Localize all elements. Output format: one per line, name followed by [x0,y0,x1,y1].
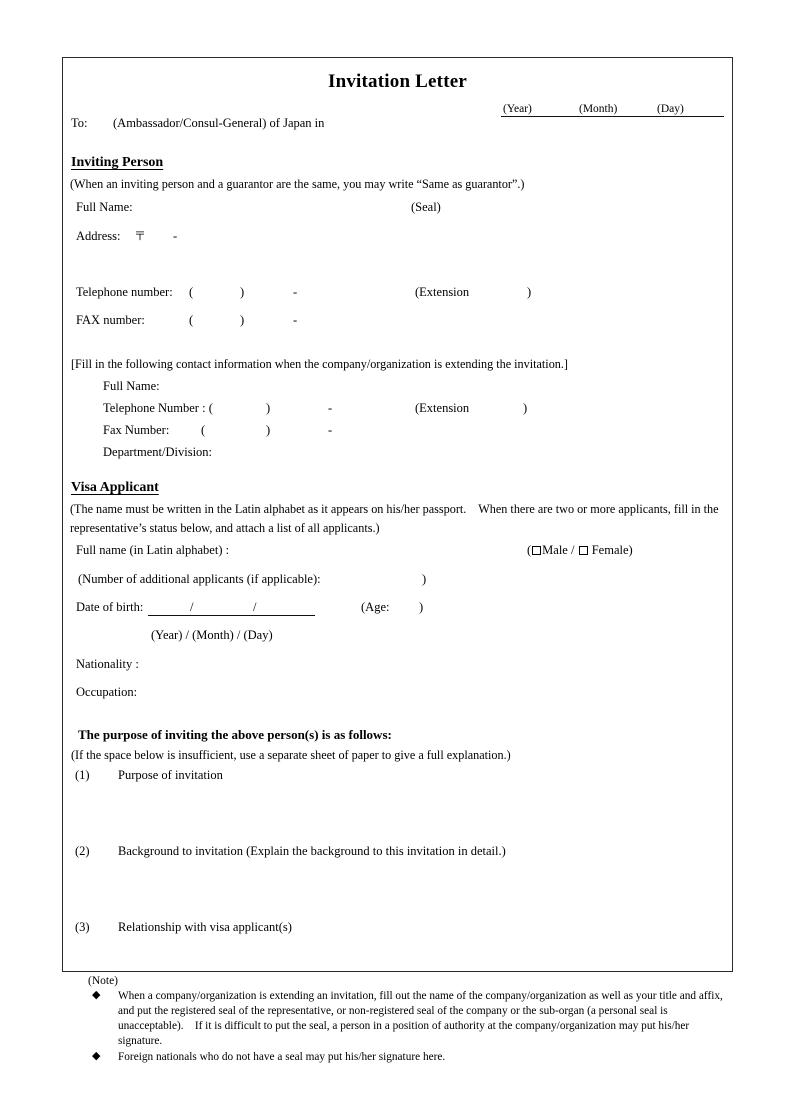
company-extension-close-paren: ) [523,401,528,415]
purpose-item-1-number: (1) [75,768,90,782]
inviting-person-note: (When an inviting person and a guarantor are the same, you may write “Same as guarantor”.) [70,177,525,191]
inviting-full-name-label: Full Name: [76,200,133,214]
note-item [88,989,733,1049]
company-telephone-close-paren: ) [266,401,271,415]
inviting-address-label: Address: [76,229,121,243]
date-month-label: (Month) [579,103,618,115]
inviting-fax-label: FAX number: [76,313,145,327]
male-label: Male / [542,543,575,557]
company-full-name-label: Full Name: [103,379,160,393]
additional-applicants-close-paren: ) [422,572,427,586]
inviting-fax-close-paren: ) [240,313,245,327]
page-title: Invitation Letter [327,71,468,92]
note-item-text: When a company/organization is extending an invitation, fill out the name of the company/organization as well as your title and affix, and put the registered seal of the representative, or non-registered seal of the company or the sub-organ (a personal seal is unacceptable). If it is difficult to put the seal, a person in a position of authority at the company/organization may put his/her signature. [118,990,723,1048]
date-line[interactable] [501,99,724,117]
occupation-label: Occupation: [76,685,138,699]
dob-slash-1: / [190,600,194,614]
purpose-item-2-text: Background to invitation (Explain the background to this invitation in detail.) [118,844,506,858]
note-item-text: Foreign nationals who do not have a seal may put his/her signature here. [118,1051,446,1064]
date-year-label: (Year) [503,103,532,115]
inviting-telephone-label: Telephone number: [76,285,173,299]
female-checkbox[interactable] [579,546,588,555]
diamond-bullet-icon: ◆ [92,1050,101,1063]
dob-label: Date of birth: [76,600,144,614]
inviting-address-dash: - [173,229,178,243]
company-fax-label: Fax Number: [103,423,170,437]
inviting-telephone-open-paren: ( [189,285,194,299]
male-checkbox[interactable] [532,546,541,555]
visa-applicant-note-line1: (The name must be written in the Latin alphabet as it appears on his/her passport. When there are two or more applicants, fill in the [70,502,719,516]
to-value: (Ambassador/Consul-General) of Japan in [113,116,325,130]
additional-applicants-label: (Number of additional applicants (if applicable): [78,572,321,586]
diamond-bullet-icon: ◆ [92,989,101,1001]
notes-label: (Note) [88,975,119,987]
purpose-item-3-number: (3) [75,920,90,934]
nationality-label: Nationality : [76,657,139,671]
age-label: (Age: [361,600,390,614]
to-label: To: [71,116,88,130]
female-label: Female) [591,543,633,557]
date-day-label: (Day) [657,103,684,115]
applicant-full-name-label: Full name (in Latin alphabet) : [76,543,230,557]
seal-label: (Seal) [411,200,441,214]
gender-group [527,543,633,558]
company-contact-instruction: [Fill in the following contact information when the company/organization is extending the invitation.] [71,357,568,371]
company-department-label: Department/Division: [103,445,213,459]
company-fax-dash: - [328,423,333,437]
invitation-form-box [62,57,733,972]
inviting-fax-open-paren: ( [189,313,194,327]
inviting-extension-label: (Extension [415,285,470,299]
purpose-item-2-number: (2) [75,844,90,858]
purpose-item-1-text: Purpose of invitation [118,768,223,782]
note-item [88,1050,733,1065]
inviting-extension-close-paren: ) [527,285,532,299]
inviting-fax-dash: - [293,313,298,327]
age-close-paren: ) [419,600,424,614]
company-extension-label: (Extension [415,401,470,415]
notes-section [88,975,733,1066]
dob-ymd-caption: (Year) / (Month) / (Day) [151,628,273,642]
gender-open-paren: ( [527,543,532,557]
company-telephone-dash: - [328,401,333,415]
company-telephone-label: Telephone Number : ( [103,401,213,415]
company-fax-open-paren: ( [201,423,206,437]
section-heading-visa-applicant: Visa Applicant [71,480,159,495]
inviting-telephone-dash: - [293,285,298,299]
section-heading-inviting-person: Inviting Person [71,155,164,170]
purpose-note: (If the space below is insufficient, use a separate sheet of paper to give a full explanation.) [71,748,511,762]
postal-mark-icon: 〒 [134,229,147,243]
purpose-item-3-text: Relationship with visa applicant(s) [118,920,292,934]
visa-applicant-note-line2: representative’s status below, and attach a list of all applicants.) [70,521,380,535]
inviting-telephone-close-paren: ) [240,285,245,299]
company-fax-close-paren: ) [266,423,271,437]
dob-slash-2: / [253,600,257,614]
purpose-heading: The purpose of inviting the above person(s) is as follows: [78,727,392,742]
dob-input-rule[interactable] [148,600,315,616]
